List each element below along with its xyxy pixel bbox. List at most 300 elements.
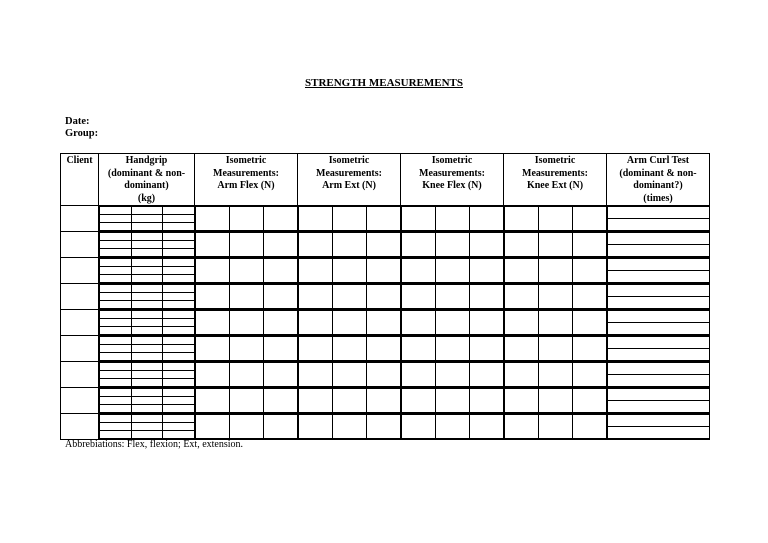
header-line: Measurements: [522, 167, 588, 179]
entry-cell[interactable] [163, 267, 195, 275]
entry-cell[interactable] [402, 207, 436, 231]
handgrip-subgrid [99, 258, 194, 283]
entry-cell[interactable] [131, 353, 163, 361]
entry-cell[interactable] [608, 311, 710, 323]
entry-cell[interactable] [131, 285, 163, 293]
entry-cell[interactable] [608, 415, 710, 427]
entry-cell[interactable] [131, 267, 163, 275]
header-line: Knee Flex (N) [422, 180, 482, 191]
entry-cell[interactable] [196, 207, 230, 231]
entry-cell[interactable] [100, 405, 132, 413]
entry-cell[interactable] [100, 363, 132, 371]
entry-cell[interactable] [608, 401, 710, 413]
entry-cell[interactable] [366, 363, 400, 387]
entry-cell[interactable] [263, 311, 297, 335]
entry-cell[interactable] [131, 389, 163, 397]
entry-cell[interactable] [229, 207, 263, 231]
isometric-cell [504, 284, 607, 310]
entry-cell[interactable] [469, 207, 503, 231]
entry-cell[interactable] [163, 389, 195, 397]
entry-cell[interactable] [131, 249, 163, 257]
entry-cell[interactable] [538, 311, 572, 335]
page-title: STRENGTH MEASUREMENTS [304, 77, 463, 89]
entry-cell[interactable] [505, 337, 539, 361]
entry-cell[interactable] [131, 327, 163, 335]
table-row [61, 414, 710, 440]
entry-cell[interactable] [608, 389, 710, 401]
entry-cell[interactable] [299, 259, 333, 283]
entry-cell[interactable] [131, 311, 163, 319]
isometric-cell [195, 388, 298, 414]
entry-cell[interactable] [608, 375, 710, 387]
entry-cell[interactable] [402, 363, 436, 387]
entry-cell[interactable] [100, 371, 132, 379]
entry-cell[interactable] [131, 319, 163, 327]
entry-cell[interactable] [435, 233, 469, 257]
entry-cell[interactable] [100, 249, 132, 257]
handgrip-cell [99, 336, 195, 362]
entry-cell[interactable] [608, 233, 710, 245]
client-cell[interactable] [61, 388, 99, 414]
entry-cell[interactable] [572, 285, 606, 309]
entry-cell[interactable] [229, 337, 263, 361]
header-knee-flex [401, 154, 504, 206]
entry-cell[interactable] [131, 301, 163, 309]
abbreviations-note: Abbrebiations: Flex, flexion; Ext, extension. [65, 439, 244, 450]
client-cell[interactable] [61, 362, 99, 388]
entry-cell[interactable] [332, 285, 366, 309]
entry-cell[interactable] [505, 259, 539, 283]
isometric-subgrid [195, 388, 297, 413]
handgrip-subgrid [99, 232, 194, 257]
group-label: Group: [65, 128, 99, 139]
entry-cell[interactable] [366, 415, 400, 439]
arm-curl-cell [607, 388, 710, 414]
client-cell[interactable] [61, 310, 99, 336]
table-row [61, 232, 710, 258]
header-arm-curl [607, 154, 710, 206]
entry-cell[interactable] [608, 337, 710, 349]
entry-cell[interactable] [100, 259, 132, 267]
entry-cell[interactable] [299, 285, 333, 309]
entry-cell[interactable] [299, 363, 333, 387]
isometric-cell [195, 362, 298, 388]
isometric-cell [504, 414, 607, 440]
entry-cell[interactable] [332, 337, 366, 361]
entry-cell[interactable] [469, 415, 503, 439]
entry-cell[interactable] [608, 245, 710, 257]
entry-cell[interactable] [100, 397, 132, 405]
arm-curl-cell [607, 362, 710, 388]
entry-cell[interactable] [402, 311, 436, 335]
entry-cell[interactable] [229, 285, 263, 309]
entry-cell[interactable] [435, 415, 469, 439]
entry-cell[interactable] [131, 233, 163, 241]
entry-cell[interactable] [263, 415, 297, 439]
handgrip-subgrid [99, 362, 194, 387]
entry-cell[interactable] [100, 233, 132, 241]
table-row [61, 310, 710, 336]
entry-cell[interactable] [163, 285, 195, 293]
handgrip-cell [99, 362, 195, 388]
isometric-subgrid [504, 258, 606, 283]
entry-cell[interactable] [402, 233, 436, 257]
entry-cell[interactable] [131, 423, 163, 431]
entry-cell[interactable] [163, 397, 195, 405]
entry-cell[interactable] [131, 379, 163, 387]
isometric-subgrid [298, 414, 400, 439]
entry-cell[interactable] [538, 285, 572, 309]
isometric-cell [195, 206, 298, 232]
isometric-subgrid [401, 232, 503, 257]
entry-cell[interactable] [163, 353, 195, 361]
header-line: Isometric [431, 155, 473, 166]
arm-curl-subgrid [607, 258, 709, 283]
entry-cell[interactable] [163, 241, 195, 249]
entry-cell[interactable] [608, 323, 710, 335]
isometric-cell [195, 336, 298, 362]
entry-cell[interactable] [100, 319, 132, 327]
entry-cell[interactable] [505, 389, 539, 413]
entry-cell[interactable] [608, 427, 710, 439]
entry-cell[interactable] [538, 415, 572, 439]
client-cell[interactable] [61, 284, 99, 310]
entry-cell[interactable] [131, 415, 163, 423]
entry-cell[interactable] [366, 207, 400, 231]
entry-cell[interactable] [505, 207, 539, 231]
entry-cell[interactable] [572, 363, 606, 387]
entry-cell[interactable] [263, 285, 297, 309]
entry-cell[interactable] [538, 207, 572, 231]
entry-cell[interactable] [572, 389, 606, 413]
table-row [61, 258, 710, 284]
isometric-cell [504, 336, 607, 362]
entry-cell[interactable] [131, 405, 163, 413]
entry-cell[interactable] [263, 259, 297, 283]
isometric-cell [504, 362, 607, 388]
entry-cell[interactable] [100, 353, 132, 361]
entry-cell[interactable] [196, 337, 230, 361]
entry-cell[interactable] [332, 259, 366, 283]
entry-cell[interactable] [229, 389, 263, 413]
entry-cell[interactable] [263, 337, 297, 361]
isometric-cell [298, 258, 401, 284]
entry-cell[interactable] [163, 379, 195, 387]
entry-cell[interactable] [163, 371, 195, 379]
entry-cell[interactable] [163, 215, 195, 223]
isometric-subgrid [298, 310, 400, 335]
entry-cell[interactable] [402, 337, 436, 361]
arm-curl-subgrid [607, 414, 709, 439]
entry-cell[interactable] [299, 337, 333, 361]
entry-cell[interactable] [608, 259, 710, 271]
entry-cell[interactable] [366, 311, 400, 335]
isometric-subgrid [195, 206, 297, 231]
isometric-subgrid [195, 258, 297, 283]
isometric-subgrid [504, 232, 606, 257]
entry-cell[interactable] [366, 259, 400, 283]
isometric-cell [401, 232, 504, 258]
entry-cell[interactable] [163, 207, 195, 215]
entry-cell[interactable] [572, 207, 606, 231]
entry-cell[interactable] [100, 301, 132, 309]
isometric-cell [401, 362, 504, 388]
entry-cell[interactable] [332, 415, 366, 439]
entry-cell[interactable] [608, 207, 710, 219]
entry-cell[interactable] [263, 363, 297, 387]
entry-cell[interactable] [163, 363, 195, 371]
isometric-subgrid [401, 388, 503, 413]
entry-cell[interactable] [196, 259, 230, 283]
entry-cell[interactable] [163, 405, 195, 413]
entry-cell[interactable] [332, 207, 366, 231]
entry-cell[interactable] [131, 241, 163, 249]
entry-cell[interactable] [229, 415, 263, 439]
entry-cell[interactable] [538, 389, 572, 413]
entry-cell[interactable] [131, 371, 163, 379]
isometric-cell [298, 206, 401, 232]
isometric-cell [401, 258, 504, 284]
entry-cell[interactable] [163, 301, 195, 309]
isometric-subgrid [504, 388, 606, 413]
entry-cell[interactable] [100, 423, 132, 431]
entry-cell[interactable] [505, 363, 539, 387]
entry-cell[interactable] [505, 311, 539, 335]
entry-cell[interactable] [196, 389, 230, 413]
entry-cell[interactable] [538, 363, 572, 387]
entry-cell[interactable] [469, 389, 503, 413]
entry-cell[interactable] [131, 207, 163, 215]
isometric-subgrid [401, 258, 503, 283]
entry-cell[interactable] [131, 215, 163, 223]
table-header-row [61, 154, 710, 206]
isometric-subgrid [401, 336, 503, 361]
handgrip-cell [99, 284, 195, 310]
isometric-subgrid [195, 414, 297, 439]
arm-curl-subgrid [607, 232, 709, 257]
entry-cell[interactable] [435, 363, 469, 387]
entry-cell[interactable] [131, 397, 163, 405]
entry-cell[interactable] [229, 233, 263, 257]
client-cell[interactable] [61, 258, 99, 284]
handgrip-subgrid [99, 310, 194, 335]
entry-cell[interactable] [163, 223, 195, 231]
isometric-cell [298, 232, 401, 258]
isometric-subgrid [298, 362, 400, 387]
entry-cell[interactable] [100, 285, 132, 293]
entry-cell[interactable] [163, 415, 195, 423]
entry-cell[interactable] [608, 349, 710, 361]
isometric-subgrid [504, 310, 606, 335]
entry-cell[interactable] [505, 285, 539, 309]
entry-cell[interactable] [366, 337, 400, 361]
entry-cell[interactable] [196, 285, 230, 309]
entry-cell[interactable] [163, 431, 195, 439]
entry-cell[interactable] [332, 363, 366, 387]
entry-cell[interactable] [131, 345, 163, 353]
strength-measurements-table [60, 153, 710, 440]
entry-cell[interactable] [608, 297, 710, 309]
entry-cell[interactable] [572, 311, 606, 335]
arm-curl-subgrid [607, 336, 709, 361]
entry-cell[interactable] [572, 259, 606, 283]
entry-cell[interactable] [100, 327, 132, 335]
entry-cell[interactable] [299, 389, 333, 413]
entry-cell[interactable] [100, 345, 132, 353]
entry-cell[interactable] [163, 345, 195, 353]
handgrip-subgrid [99, 336, 194, 361]
entry-cell[interactable] [366, 285, 400, 309]
entry-cell[interactable] [505, 415, 539, 439]
entry-cell[interactable] [469, 259, 503, 283]
isometric-cell [401, 336, 504, 362]
entry-cell[interactable] [572, 415, 606, 439]
entry-cell[interactable] [366, 389, 400, 413]
entry-cell[interactable] [100, 431, 132, 439]
isometric-subgrid [195, 232, 297, 257]
entry-cell[interactable] [469, 233, 503, 257]
entry-cell[interactable] [435, 337, 469, 361]
entry-cell[interactable] [402, 285, 436, 309]
isometric-cell [401, 310, 504, 336]
isometric-subgrid [401, 284, 503, 309]
entry-cell[interactable] [402, 389, 436, 413]
entry-cell[interactable] [608, 271, 710, 283]
entry-cell[interactable] [100, 293, 132, 301]
entry-cell[interactable] [163, 293, 195, 301]
entry-cell[interactable] [263, 233, 297, 257]
isometric-cell [298, 336, 401, 362]
entry-cell[interactable] [402, 415, 436, 439]
isometric-cell [195, 232, 298, 258]
isometric-cell [504, 388, 607, 414]
handgrip-cell [99, 258, 195, 284]
entry-cell[interactable] [608, 363, 710, 375]
entry-cell[interactable] [100, 415, 132, 423]
handgrip-subgrid [99, 284, 194, 309]
entry-cell[interactable] [163, 337, 195, 345]
entry-cell[interactable] [131, 275, 163, 283]
entry-cell[interactable] [332, 233, 366, 257]
entry-cell[interactable] [163, 233, 195, 241]
entry-cell[interactable] [435, 311, 469, 335]
entry-cell[interactable] [163, 319, 195, 327]
entry-cell[interactable] [131, 363, 163, 371]
entry-cell[interactable] [163, 311, 195, 319]
entry-cell[interactable] [402, 259, 436, 283]
isometric-cell [401, 414, 504, 440]
client-cell[interactable] [61, 206, 99, 232]
entry-cell[interactable] [100, 207, 132, 215]
entry-cell[interactable] [299, 233, 333, 257]
entry-cell[interactable] [572, 337, 606, 361]
entry-cell[interactable] [100, 223, 132, 231]
entry-cell[interactable] [163, 259, 195, 267]
client-cell[interactable] [61, 232, 99, 258]
entry-cell[interactable] [263, 389, 297, 413]
isometric-cell [401, 388, 504, 414]
entry-cell[interactable] [299, 207, 333, 231]
entry-cell[interactable] [538, 259, 572, 283]
isometric-subgrid [401, 310, 503, 335]
table-row [61, 388, 710, 414]
isometric-cell [504, 310, 607, 336]
isometric-cell [298, 414, 401, 440]
client-cell[interactable] [61, 336, 99, 362]
entry-cell[interactable] [229, 259, 263, 283]
arm-curl-cell [607, 206, 710, 232]
entry-cell[interactable] [196, 415, 230, 439]
entry-cell[interactable] [131, 259, 163, 267]
header-line: Knee Ext (N) [526, 180, 584, 191]
entry-cell[interactable] [196, 311, 230, 335]
entry-cell[interactable] [608, 219, 710, 231]
entry-cell[interactable] [100, 389, 132, 397]
entry-cell[interactable] [435, 285, 469, 309]
header-line: Arm Ext (N) [322, 180, 376, 191]
entry-cell[interactable] [505, 233, 539, 257]
table-row [61, 362, 710, 388]
entry-cell[interactable] [100, 275, 132, 283]
entry-cell[interactable] [131, 293, 163, 301]
entry-cell[interactable] [366, 233, 400, 257]
entry-cell[interactable] [100, 241, 132, 249]
entry-cell[interactable] [469, 311, 503, 335]
header-line: (kg) [137, 192, 156, 204]
isometric-subgrid [298, 284, 400, 309]
entry-cell[interactable] [229, 363, 263, 387]
entry-cell[interactable] [469, 363, 503, 387]
entry-cell[interactable] [196, 233, 230, 257]
isometric-subgrid [401, 206, 503, 231]
entry-cell[interactable] [435, 389, 469, 413]
entry-cell[interactable] [538, 337, 572, 361]
entry-cell[interactable] [163, 275, 195, 283]
entry-cell[interactable] [435, 207, 469, 231]
entry-cell[interactable] [299, 415, 333, 439]
entry-cell[interactable] [100, 311, 132, 319]
entry-cell[interactable] [435, 259, 469, 283]
entry-cell[interactable] [100, 337, 132, 345]
entry-cell[interactable] [538, 233, 572, 257]
entry-cell[interactable] [163, 327, 195, 335]
entry-cell[interactable] [131, 223, 163, 231]
entry-cell[interactable] [608, 285, 710, 297]
entry-cell[interactable] [100, 215, 132, 223]
header-line: (times) [643, 192, 673, 204]
entry-cell[interactable] [100, 267, 132, 275]
header-knee-ext [504, 154, 607, 206]
handgrip-subgrid [99, 388, 194, 413]
entry-cell[interactable] [332, 389, 366, 413]
entry-cell[interactable] [299, 311, 333, 335]
entry-cell[interactable] [263, 207, 297, 231]
isometric-subgrid [195, 284, 297, 309]
entry-cell[interactable] [469, 285, 503, 309]
entry-cell[interactable] [229, 311, 263, 335]
header-line: (dominant & non- [619, 167, 697, 179]
entry-cell[interactable] [163, 249, 195, 257]
entry-cell[interactable] [469, 337, 503, 361]
entry-cell[interactable] [100, 379, 132, 387]
entry-cell[interactable] [131, 337, 163, 345]
entry-cell[interactable] [131, 431, 163, 439]
entry-cell[interactable] [572, 233, 606, 257]
entry-cell[interactable] [332, 311, 366, 335]
entry-cell[interactable] [163, 423, 195, 431]
entry-cell[interactable] [196, 363, 230, 387]
client-cell[interactable] [61, 414, 99, 440]
